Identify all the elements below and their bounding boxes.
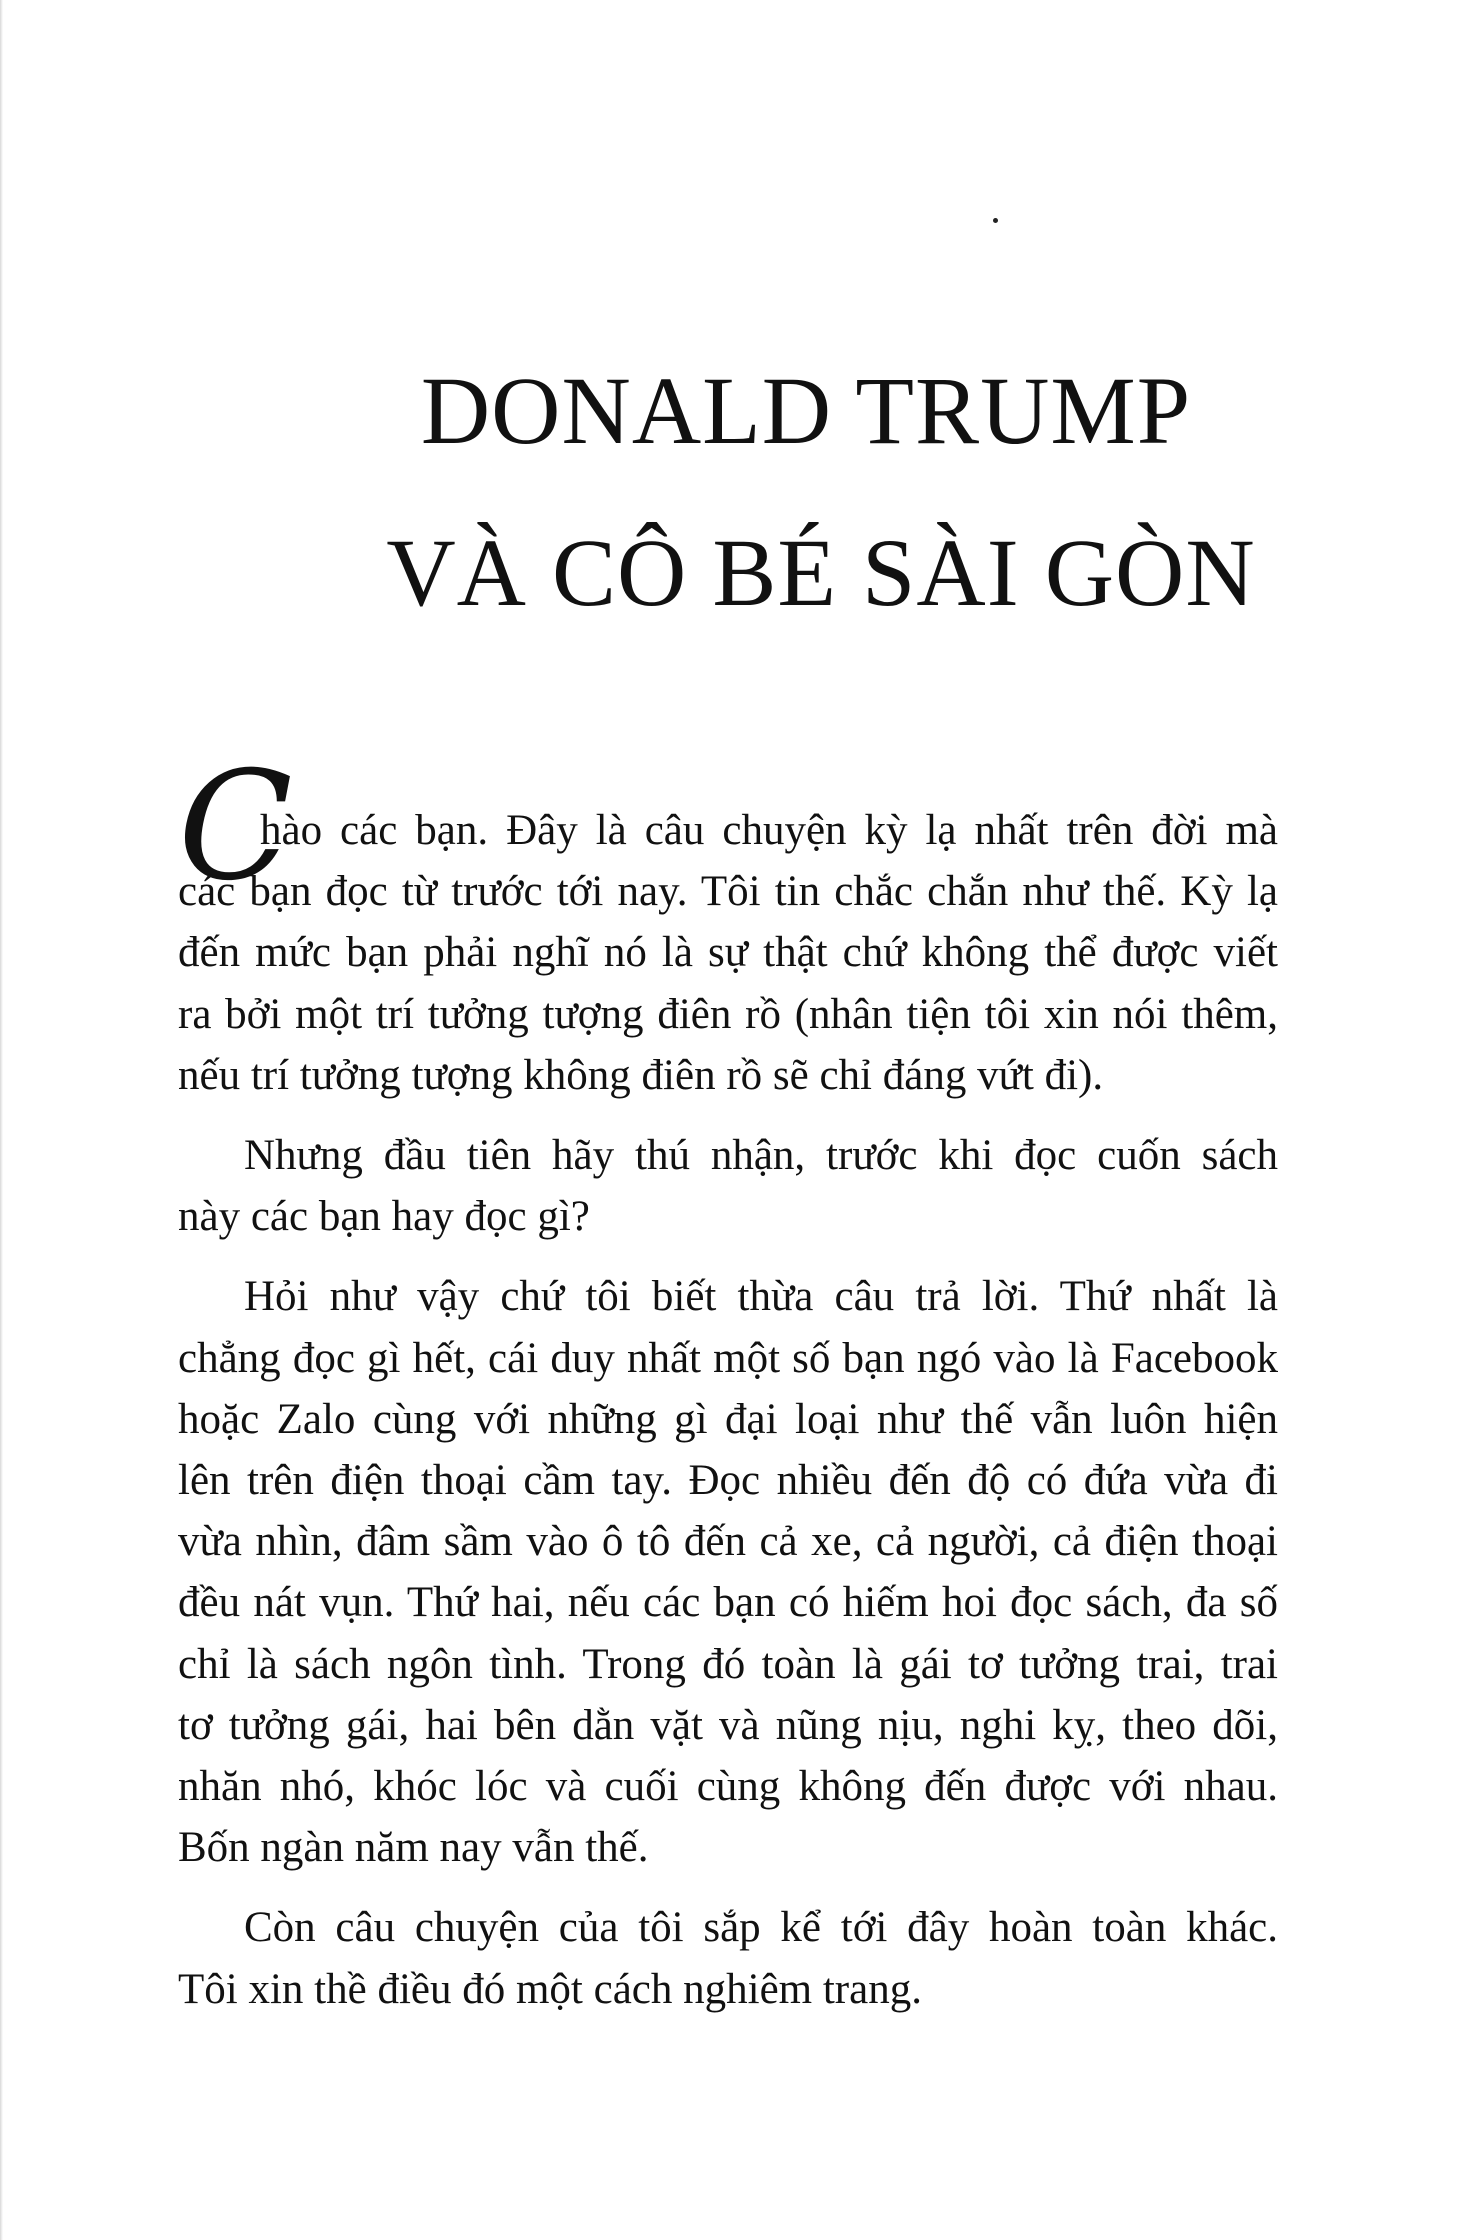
paragraph-1	[178, 800, 1278, 1106]
chapter-body	[178, 800, 1278, 2039]
chapter-title	[0, 330, 1472, 654]
text-line: nhăn nhó, khóc lóc và cuối cùng không đến được với nhau.	[178, 1763, 1278, 1811]
text-line: này các bạn hay đọc gì?	[178, 1193, 590, 1241]
text-line: lên trên điện thoại cầm tay. Đọc nhiều đến độ có đứa vừa đi	[178, 1457, 1278, 1505]
text-line: Hỏi như vậy chứ tôi biết thừa câu trả lời. Thứ nhất là	[244, 1273, 1278, 1321]
chapter-title-line-1: DONALD TRUMP	[420, 357, 1192, 464]
paragraph-3	[178, 1266, 1278, 1878]
chapter-title-line-2: VÀ CÔ BÉ SÀI GÒN	[386, 519, 1256, 626]
text-line: hoặc Zalo cùng với những gì đại loại như thế vẫn luôn hiện	[178, 1395, 1278, 1443]
text-line: nếu trí tưởng tượng không điên rồ sẽ chỉ đáng vứt đi).	[178, 1051, 1104, 1099]
text-line: Nhưng đầu tiên hãy thú nhận, trước khi đọc cuốn sách	[244, 1132, 1278, 1180]
text-line: Bốn ngàn năm nay vẫn thế.	[178, 1824, 649, 1872]
text-line: chỉ là sách ngôn tình. Trong đó toàn là gái tơ tưởng trai, trai	[178, 1640, 1278, 1688]
text-line: các bạn đọc từ trước tới nay. Tôi tin chắc chắn như thế. Kỳ lạ	[178, 868, 1278, 916]
paragraph-2	[178, 1125, 1278, 1247]
drop-cap: C	[178, 740, 293, 914]
text-line: Còn câu chuyện của tôi sắp kể tới đây hoàn toàn khác.	[244, 1904, 1278, 1952]
text-line: vừa nhìn, đâm sầm vào ô tô đến cả xe, cả người, cả điện thoại	[178, 1518, 1278, 1566]
text-line: tơ tưởng gái, hai bên dằn vặt và nũng nịu, nghi kỵ, theo dõi,	[178, 1701, 1278, 1749]
ink-speck	[993, 218, 998, 223]
text-line: ra bởi một trí tưởng tượng điên rồ (nhân tiện tôi xin nói thêm,	[178, 990, 1278, 1038]
text-line: chẳng đọc gì hết, cái duy nhất một số bạn ngó vào là Facebook	[178, 1334, 1278, 1382]
text-line: đến mức bạn phải nghĩ nó là sự thật chứ không thể được viết	[178, 929, 1278, 977]
paragraph-4	[178, 1897, 1278, 2019]
text-line: hào các bạn. Đây là câu chuyện kỳ lạ nhất trên đời mà	[260, 807, 1278, 854]
text-line: đều nát vụn. Thứ hai, nếu các bạn có hiếm hoi đọc sách, đa số	[178, 1579, 1278, 1627]
text-line: Tôi xin thề điều đó một cách nghiêm trang.	[178, 1965, 922, 2013]
